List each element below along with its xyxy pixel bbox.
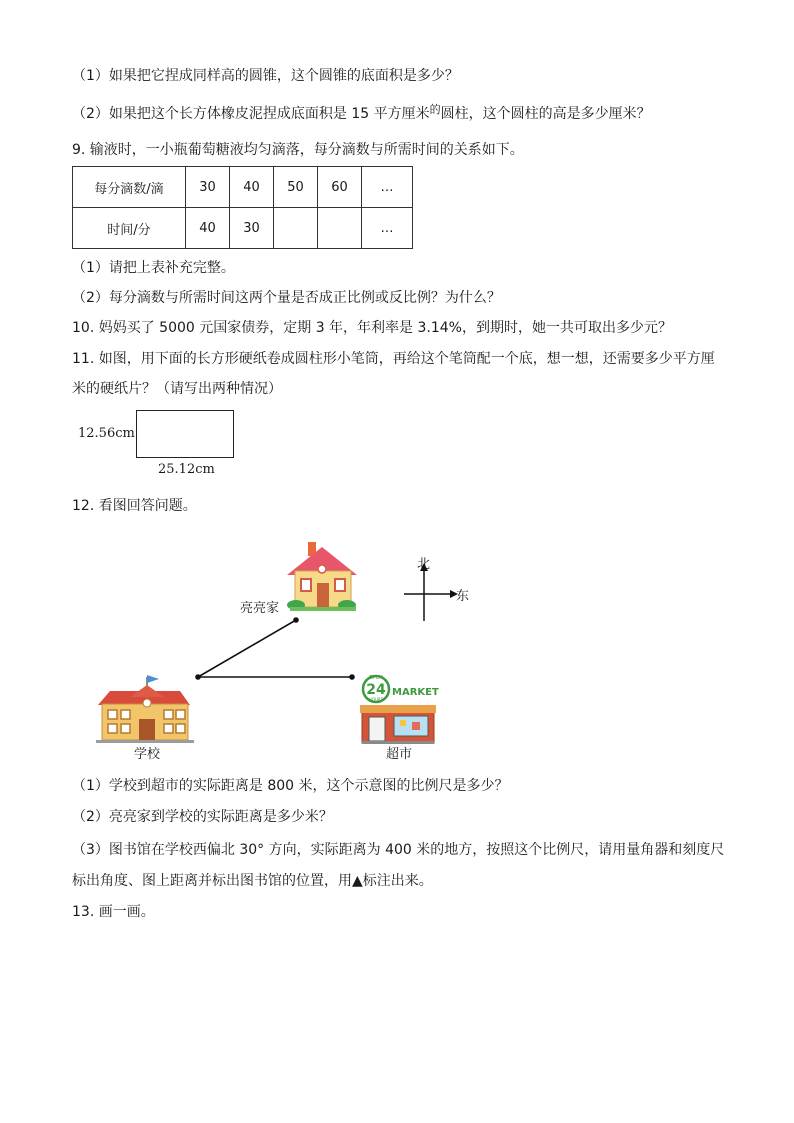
- q9-stem: 9. 输液时，一小瓶葡萄糖液均匀滴落，每分滴数与所需时间的关系如下。: [72, 142, 524, 158]
- market-label: 超市: [386, 747, 413, 762]
- table-cell-blank: [274, 208, 318, 249]
- table-row: [73, 167, 413, 208]
- q9-sub1: （1）请把上表补充完整。: [72, 260, 235, 276]
- table-row: [73, 208, 413, 249]
- school-point: [195, 674, 201, 680]
- market-sign-24: 24: [366, 682, 386, 698]
- table-cell: 40: [186, 208, 230, 249]
- q12-sub2: （2）亮亮家到学校的实际距离是多少米？: [72, 809, 333, 825]
- q8-sub2: [72, 104, 651, 125]
- q12-sub3-line2: 标出角度、图上距离并标出图书馆的位置，用▲标注出来。: [72, 873, 433, 889]
- q12-stem: 12. 看图回答问题。: [72, 498, 197, 514]
- q11-stem-line2: 米的硬纸片？（请写出两种情况）: [72, 381, 282, 397]
- q12-sub1: （1）学校到超市的实际距离是 800 米，这个示意图的比例尺是多少？: [72, 778, 509, 794]
- east-label: 东: [456, 589, 470, 604]
- q11-stem-line1: 11. 如图，用下面的长方形硬纸卷成圆柱形小笔筒，再给这个笔筒配一个底，想一想，还需要多少平方厘: [72, 351, 715, 367]
- table-cell: 60: [318, 167, 362, 208]
- house-icon: [287, 542, 357, 611]
- rectangle-width-label: 25.12cm: [158, 462, 215, 477]
- table-row-header: 时间/分: [73, 208, 186, 249]
- market-point: [349, 674, 355, 680]
- q8-sub1: （1）如果把它捏成同样高的圆锥，这个圆锥的底面积是多少？: [72, 68, 459, 84]
- table-cell: 30: [230, 208, 274, 249]
- compass-icon: [404, 563, 458, 621]
- q9-sub2: （2）每分滴数与所需时间这两个量是否成正比例或反比例？为什么？: [72, 290, 501, 306]
- table-cell: …: [362, 208, 413, 249]
- q10-stem: 10. 妈妈买了 5000 元国家债券，定期 3 年，年利率是 3.14%，到期时，她一共可取出多少元？: [72, 320, 672, 336]
- table-row-header: 每分滴数/滴: [73, 167, 186, 208]
- school-home-line: [198, 620, 296, 677]
- home-label: 亮亮家: [240, 601, 280, 616]
- table-cell: 30: [186, 167, 230, 208]
- q8-sub2-part-b: 圆柱，这个圆柱的高是多少厘米？: [440, 106, 651, 122]
- rectangle-height-label: 12.56cm: [78, 426, 135, 441]
- table-cell-blank: [318, 208, 362, 249]
- q8-sub2-part-a: （2）如果把这个长方体橡皮泥捏成底面积是 15 平方厘米: [72, 106, 430, 122]
- market-sign-open: OPEN: [369, 675, 383, 681]
- table-cell: 40: [230, 167, 274, 208]
- market-sign-hours: HOURS: [368, 697, 384, 702]
- market-icon: [360, 675, 439, 744]
- q13-stem: 13. 画一画。: [72, 904, 155, 920]
- north-label: 北: [417, 557, 431, 572]
- school-icon: [96, 675, 194, 743]
- map-figure: [90, 535, 490, 760]
- q8-sub2-superscript: 的: [429, 103, 441, 116]
- q12-sub3-line1: （3）图书馆在学校西偏北 30° 方向，实际距离为 400 米的地方，按照这个比例尺，请用量角器和刻度尺: [72, 842, 725, 858]
- drip-rate-table: [72, 166, 413, 249]
- school-label: 学校: [134, 747, 161, 762]
- home-point: [293, 617, 299, 623]
- cardboard-rectangle: [136, 410, 234, 458]
- table-cell: …: [362, 167, 413, 208]
- market-sign-word: MARKET: [392, 687, 439, 698]
- table-cell: 50: [274, 167, 318, 208]
